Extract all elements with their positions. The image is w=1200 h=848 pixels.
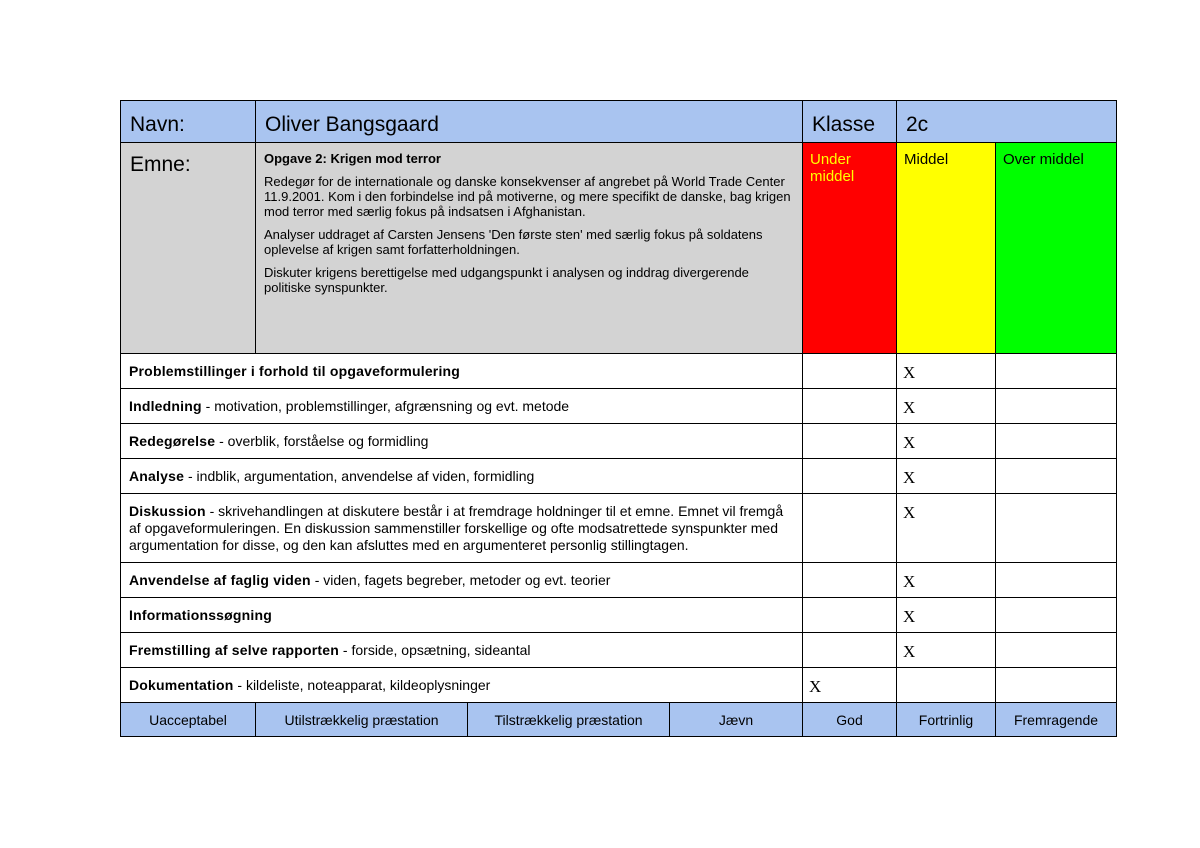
criteria-row (121, 598, 1117, 633)
task-title: Opgave 2: Krigen mod terror (264, 151, 441, 166)
mark-middel: X (897, 563, 996, 598)
class-label: Klasse (803, 101, 897, 143)
criterion-title: Problemstillinger i forhold til opgaveformulering (129, 363, 461, 379)
criterion-description: - indblik, argumentation, anvendelse af viden, formidling (184, 468, 535, 484)
scale-item: Jævn (670, 703, 803, 737)
level-middel: Middel (897, 143, 996, 354)
criterion-title: Anvendelse af faglig viden (129, 572, 311, 588)
criteria-row (121, 668, 1117, 703)
mark-under (803, 354, 897, 389)
mark-middel (897, 668, 996, 703)
task-paragraph-3: Diskuter krigens berettigelse med udgangspunkt i analysen og inddrag divergerende politiske synspunkter. (264, 265, 749, 295)
criteria-row (121, 354, 1117, 389)
task-paragraph-2: Analyser uddraget af Carsten Jensens 'Den første sten' med særlig fokus på soldatens oplevelse af krigen samt forfatterholdningen. (264, 227, 763, 257)
criterion-description: - overblik, forståelse og formidling (215, 433, 429, 449)
scale-item: Fremragende (996, 703, 1117, 737)
criterion-description: - skrivehandlingen at diskutere består i at fremdrage holdninger til et emne. Emnet vil fremgå af opgaveformuleringen. En diskussion sammenstiller forskellige og ofte modsatrettede synspunkter med argumentation for disse, og den kan afsluttes med en argumenteret personlig stillingtagen. (129, 503, 784, 553)
criterion-text (121, 563, 803, 598)
criterion-text (121, 598, 803, 633)
task-description (256, 143, 803, 354)
criterion-text (121, 668, 803, 703)
criterion-text (121, 424, 803, 459)
criterion-text (121, 494, 803, 563)
criteria-row (121, 494, 1117, 563)
mark-middel: X (897, 494, 996, 563)
mark-under (803, 633, 897, 668)
level-under-middel: Under middel (803, 143, 897, 354)
mark-middel: X (897, 424, 996, 459)
criteria-row (121, 563, 1117, 598)
mark-over (996, 389, 1117, 424)
mark-middel: X (897, 389, 996, 424)
criterion-description: - kildeliste, noteapparat, kildeoplysninger (233, 677, 491, 693)
mark-over (996, 459, 1117, 494)
level-over-middel: Over middel (996, 143, 1117, 354)
criterion-text (121, 459, 803, 494)
mark-middel: X (897, 459, 996, 494)
subject-label: Emne: (121, 143, 256, 354)
criterion-title: Fremstilling af selve rapporten (129, 642, 340, 658)
mark-over (996, 494, 1117, 563)
criterion-text (121, 633, 803, 668)
mark-over (996, 354, 1117, 389)
criterion-description: - viden, fagets begreber, metoder og evt. teorier (310, 572, 611, 588)
mark-under (803, 598, 897, 633)
criterion-description: - forside, opsætning, sideantal (339, 642, 531, 658)
criterion-text (121, 354, 803, 389)
mark-over (996, 633, 1117, 668)
student-name: Oliver Bangsgaard (256, 101, 803, 143)
mark-under (803, 494, 897, 563)
criterion-title: Redegørelse (129, 433, 216, 449)
criterion-title: Informationssøgning (129, 607, 273, 623)
criteria-row (121, 459, 1117, 494)
criterion-text (121, 389, 803, 424)
assessment-table (120, 100, 1117, 737)
criterion-description: - motivation, problemstillinger, afgrænsning og evt. metode (201, 398, 570, 414)
criteria-row (121, 389, 1117, 424)
grading-scale-row (121, 703, 1117, 737)
criterion-title: Diskussion (129, 503, 206, 519)
mark-under (803, 389, 897, 424)
task-paragraph-1: Redegør for de internationale og danske konsekvenser af angrebet på World Trade Center 11.9.2001. Kom i den forbindelse ind på motiverne, og mere specifikt de danske, bag krigen mod terror med særlig fokus på indsatsen i Afghanistan. (264, 174, 791, 219)
mark-over (996, 563, 1117, 598)
mark-middel: X (897, 633, 996, 668)
mark-over (996, 598, 1117, 633)
scale-item: Tilstrækkelig præstation (468, 703, 670, 737)
scale-item: Fortrinlig (897, 703, 996, 737)
mark-under (803, 459, 897, 494)
mark-over (996, 668, 1117, 703)
mark-under (803, 563, 897, 598)
class-value: 2c (897, 101, 1117, 143)
criterion-title: Analyse (129, 468, 185, 484)
mark-over (996, 424, 1117, 459)
criteria-row (121, 424, 1117, 459)
mark-under (803, 424, 897, 459)
mark-middel: X (897, 598, 996, 633)
mark-under: X (803, 668, 897, 703)
scale-item: Uacceptabel (121, 703, 256, 737)
criterion-title: Indledning (129, 398, 202, 414)
scale-item: God (803, 703, 897, 737)
subject-row (121, 143, 1117, 354)
mark-middel: X (897, 354, 996, 389)
name-label: Navn: (121, 101, 256, 143)
header-row (121, 101, 1117, 143)
scale-item: Utilstrækkelig præstation (256, 703, 468, 737)
criterion-title: Dokumentation (129, 677, 234, 693)
criteria-row (121, 633, 1117, 668)
